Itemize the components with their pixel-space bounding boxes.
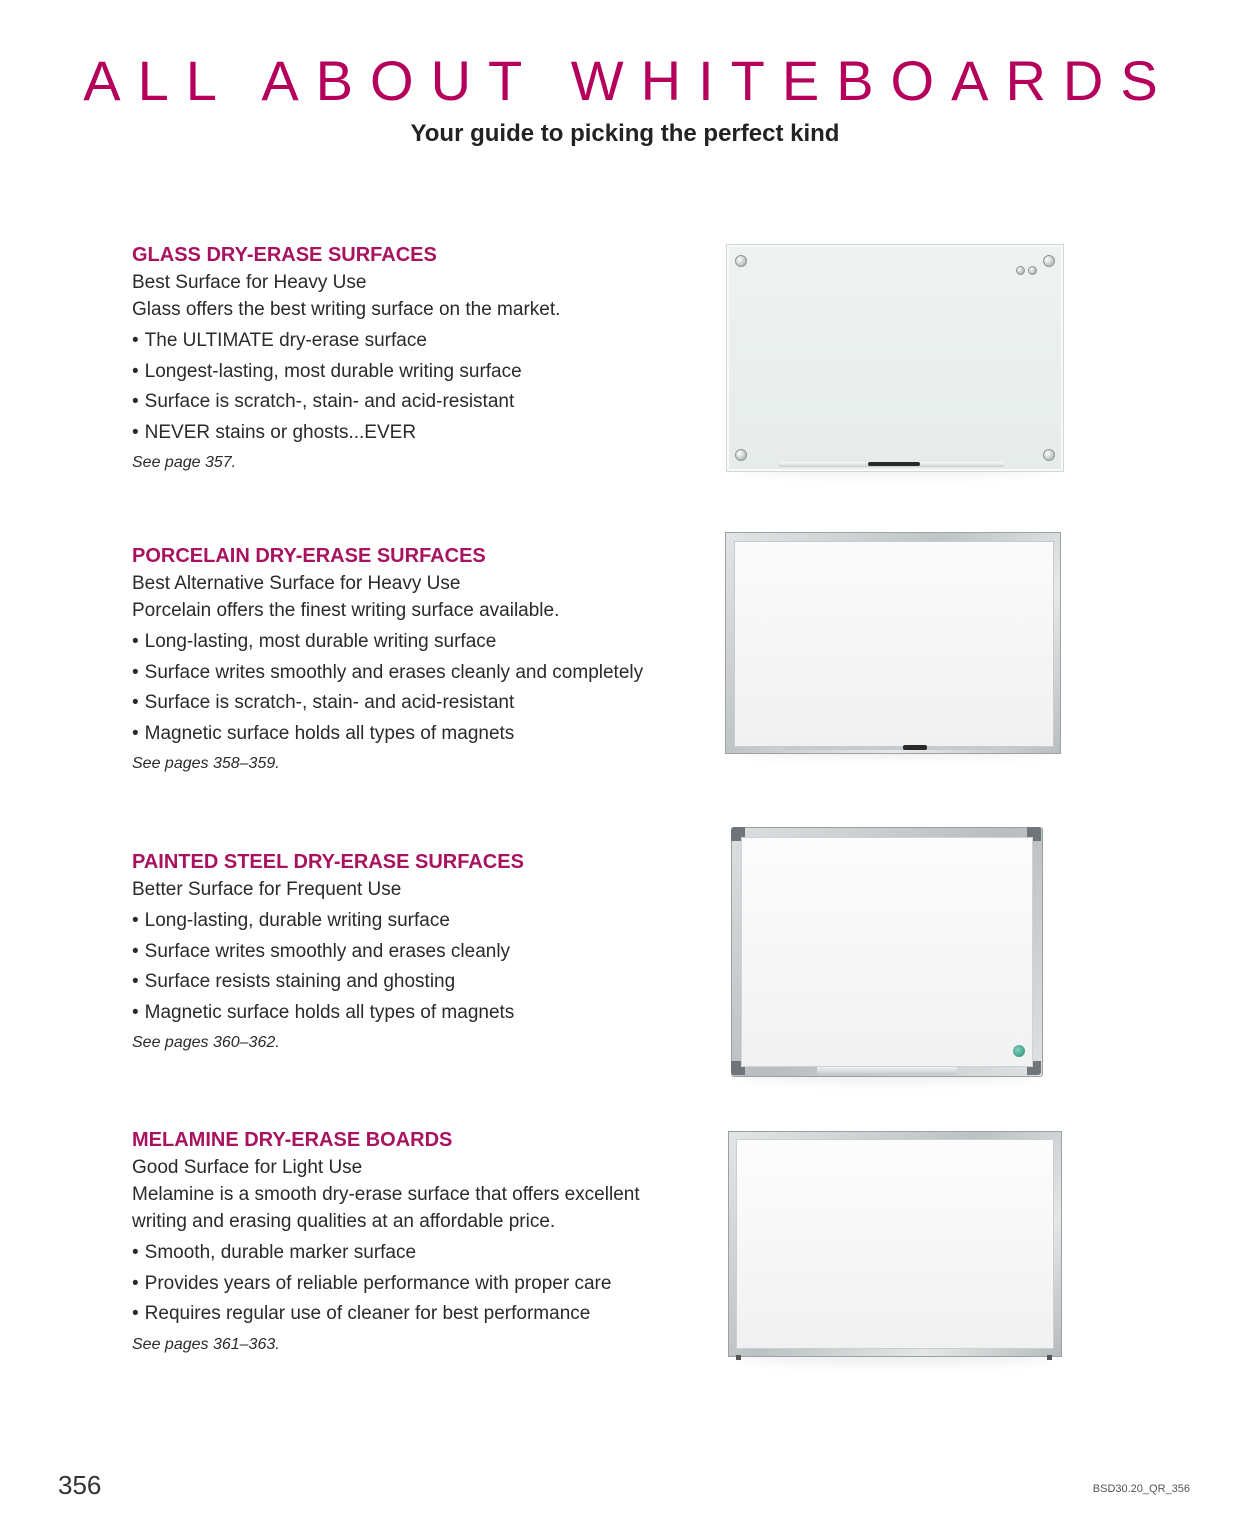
section-glass: [132, 242, 692, 475]
section-porcelain: [132, 543, 692, 776]
bullet-item: • Surface writes smoothly and erases cleanly: [132, 940, 511, 962]
section-lead: Porcelain offers the finest writing surface available.: [132, 600, 560, 621]
section-tagline: Better Surface for Frequent Use: [132, 879, 402, 900]
section-heading: PAINTED STEEL DRY-ERASE SURFACES: [132, 851, 524, 873]
page-reference: See pages 358–359.: [132, 755, 280, 773]
bullet-item: • Long-lasting, most durable writing surface: [132, 631, 497, 652]
porcelain-whiteboard-image: [725, 532, 1061, 754]
bullet-item: • Provides years of reliable performance with proper care: [132, 1272, 612, 1294]
section-lead: Melamine is a smooth dry-erase surface that offers excellent writing and erasing qualities at an affordable price.: [132, 1184, 640, 1232]
bullet-item: • Magnetic surface holds all types of magnets: [132, 1001, 515, 1023]
bullet-list: [132, 1238, 692, 1330]
bullet-item: • NEVER stains or ghosts...EVER: [132, 421, 417, 443]
page-reference: See pages 361–363.: [132, 1335, 280, 1353]
section-tagline: Best Alternative Surface for Heavy Use: [132, 573, 461, 594]
bullet-list: [132, 326, 692, 448]
bullet-item: • Requires regular use of cleaner for best performance: [132, 1303, 591, 1325]
page-number: 356: [58, 1470, 102, 1500]
section-melamine: [132, 1127, 692, 1357]
page-title: ALL ABOUT WHITEBOARDS: [83, 49, 1175, 112]
bullet-item: • The ULTIMATE dry-erase surface: [132, 330, 427, 351]
bullet-list: [132, 627, 692, 749]
bullet-item: • Longest-lasting, most durable writing surface: [132, 360, 522, 382]
section-tagline: Good Surface for Light Use: [132, 1157, 363, 1178]
glass-whiteboard-image: [726, 244, 1064, 472]
section-heading: GLASS DRY-ERASE SURFACES: [132, 244, 437, 266]
section-heading: PORCELAIN DRY-ERASE SURFACES: [132, 545, 486, 567]
page-reference: See pages 360–362.: [132, 1034, 280, 1052]
page-reference: See page 357.: [132, 454, 237, 472]
melamine-whiteboard-image: [728, 1131, 1062, 1361]
painted-steel-whiteboard-image: [731, 827, 1043, 1079]
page-subtitle: Your guide to picking the perfect kind: [410, 120, 840, 147]
section-tagline: Best Surface for Heavy Use: [132, 272, 367, 293]
bullet-item: • Surface is scratch-, stain- and acid-resistant: [132, 692, 515, 714]
bullet-item: • Magnetic surface holds all types of magnets: [132, 722, 515, 744]
bullet-item: • Surface writes smoothly and erases cleanly and completely: [132, 661, 644, 683]
bullet-list: [132, 906, 692, 1028]
catalog-code: BSD30.20_QR_356: [1092, 1483, 1190, 1495]
bullet-item: • Long-lasting, durable writing surface: [132, 910, 450, 931]
bullet-item: • Surface is scratch-, stain- and acid-resistant: [132, 391, 515, 413]
bullet-item: • Smooth, durable marker surface: [132, 1242, 417, 1263]
bullet-item: • Surface resists staining and ghosting: [132, 971, 456, 993]
section-painted-steel: [132, 849, 692, 1055]
section-lead: Glass offers the best writing surface on the market.: [132, 299, 561, 320]
section-heading: MELAMINE DRY-ERASE BOARDS: [132, 1129, 453, 1151]
